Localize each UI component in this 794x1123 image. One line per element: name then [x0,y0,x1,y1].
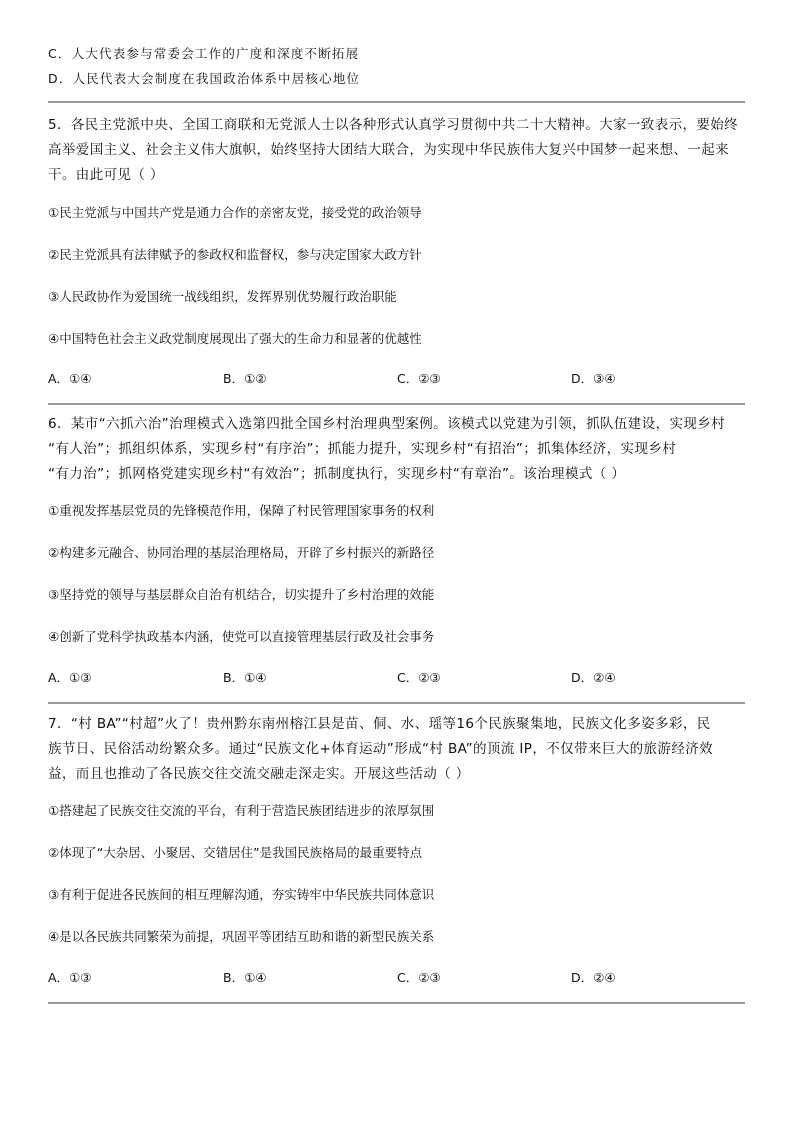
statement-item: ②民主党派具有法律赋予的参政权和监督权，参与决定国家大政方针 [48,247,422,262]
choice-b[interactable]: B．①② [223,371,267,386]
divider [48,403,745,405]
choice-d[interactable]: D．③④ [571,371,616,386]
stem-line: 6．某市“六抓六治”治理模式入选第四批全国乡村治理典型案例。该模式以党建为引领，抓队伍建设，实现乡村 [48,416,726,432]
choice-a[interactable]: A．①③ [48,970,92,985]
statement-item: ②构建多元融合、协同治理的基层治理格局，开辟了乡村振兴的新路径 [48,545,435,560]
stem-line: “有人治”；抓组织体系，实现乡村“有序治”；抓能力提升，实现乡村“有招治”；抓集体经济，实现乡村 [48,441,677,457]
question-6 [48,412,748,697]
stem-line: 干。由此可见（ ） [48,167,164,183]
choice-d[interactable]: D．②④ [571,670,616,685]
statement-item: ②体现了“大杂居、小聚居、交错居住”是我国民族格局的最重要特点 [48,845,423,860]
question-stem [48,712,748,787]
choice-d[interactable]: D．②④ [571,970,616,985]
question-stem [48,113,748,188]
choice-b[interactable]: B．①④ [223,970,267,985]
statement-item: ③人民政协作为爱国统一战线组织，发挥界别优势履行政治职能 [48,289,397,304]
choice-a[interactable]: A．①④ [48,371,92,386]
statement-item: ③有利于促进各民族间的相互理解沟通，夯实铸牢中华民族共同体意识 [48,887,435,902]
statement-item: ③坚持党的领导与基层群众自治有机结合，切实提升了乡村治理的效能 [48,587,435,602]
divider [48,1002,745,1004]
question-7 [48,712,748,997]
statement-item: ④创新了党科学执政基本内涵，使党可以直接管理基层行政及社会事务 [48,629,435,644]
statement-item: ①搭建起了民族交往交流的平台，有利于营造民族团结进步的浓厚氛围 [48,803,435,818]
divider [48,702,745,704]
question-5 [48,113,748,398]
option-c: C．人大代表参与常委会工作的广度和深度不断拓展 [48,46,360,61]
choice-c[interactable]: C．②③ [397,371,441,386]
stem-line: 族节日、民俗活动纷繁众多。通过“民族文化+体育运动”形成“村 BA”的顶流 IP，不仅带来巨大的旅游经济效 [48,741,714,757]
choice-c[interactable]: C．②③ [397,970,441,985]
statement-item: ④中国特色社会主义政党制度展现出了强大的生命力和显著的优越性 [48,331,422,346]
answer-choices [48,369,748,389]
question-stem [48,412,748,487]
stem-line: “有力治”；抓网格党建实现乡村“有效治”；抓制度执行，实现乡村“有章治”。该治理模式（ ） [48,466,626,482]
answer-choices [48,668,748,688]
option-d: D．人民代表大会制度在我国政治体系中居核心地位 [48,71,361,86]
previous-question-options [48,44,748,89]
statement-item: ④是以各民族共同繁荣为前提，巩固平等团结互助和谐的新型民族关系 [48,929,435,944]
stem-line: 益，而且也推动了各民族交往交流交融走深走实。开展这些活动（ ） [48,766,470,782]
answer-choices [48,968,748,988]
stem-line: 5．各民主党派中央、全国工商联和无党派人士以各种形式认真学习贯彻中共二十大精神。大家一致表示，要始终 [48,117,739,133]
statement-item: ①民主党派与中国共产党是通力合作的亲密友党，接受党的政治领导 [48,205,422,220]
stem-line: 7．“村 BA”“村超”火了！贵州黔东南州榕江县是苗、侗、水、瑶等16个民族聚集地，民族文化多姿多彩，民 [48,716,711,732]
stem-line: 高举爱国主义、社会主义伟大旗帜，始终坚持大团结大联合，为实现中华民族伟大复兴中国梦一起来想、一起来 [48,142,730,158]
choice-a[interactable]: A．①③ [48,670,92,685]
statement-item: ①重视发挥基层党员的先锋模范作用，保障了村民管理国家事务的权利 [48,503,435,518]
divider [48,101,745,103]
choice-c[interactable]: C．②③ [397,670,441,685]
choice-b[interactable]: B．①④ [223,670,267,685]
